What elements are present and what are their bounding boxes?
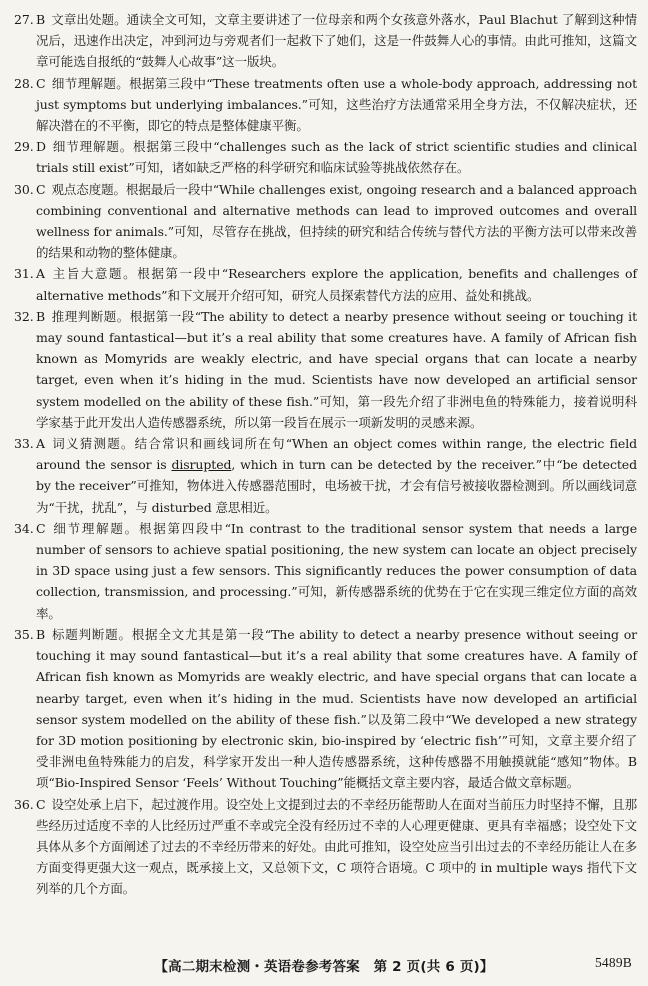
- explanation: 标题判断题。根据全文尤其是第一段“The ability to detect a nearby presence without seeing or touching it may sound fantastical—but it’s a real ability that some creatures have. A family of African fish known as Momyrids are weakly electric, and have special organs that can locate a nearby target, even when it’s hiding in the mud. Scientists have now developed an artificial sensor system modelled on the ability of these fish.”以及第二段中“We developed a new strategy for 3D motion positioning by electronic skin, bio-inspired by ‘electric fish’”可知，文章主要介绍了受非洲电鱼特殊能力的启发，科学家开发出一种人造传感器系统，这种传感器不用触摸就能“感知”物体。B 项“Bio-Inspired Sensor ‘Feels’ Without Touching”能概括文章主要内容，最适合做文章标题。: [36, 626, 637, 791]
- explanation: 细节理解题。根据第三段中“challenges such as the lack of strict scientific studies and clinical trials still exist”可知，诸如缺乏严格的科学研究和临床试验等挑战依然存在。: [36, 139, 637, 176]
- answer-item-31: [16, 263, 637, 305]
- answer-letter: B: [36, 308, 46, 324]
- explanation: 设空处承上启下，起过渡作用。设空处上文提到过去的不幸经历能帮助人在面对当前压力时坚持不懈，且那些经历过适度不幸的人比经历过严重不幸或完全没有经历过不幸的人心理更健康、更具有幸福感；设空处下文具体从多个方面阐述了过去的不幸经历带来的好处。由此可推知，设空处应当引出过去的不幸经历能让人在多方面变得更强大这一观点，既承接上文，又总领下文，C 项符合语境。C 项中的 in multiple ways 指代下文列举的几个方面。: [36, 796, 637, 897]
- answer-item-29: [16, 136, 637, 178]
- question-number: 28.: [14, 75, 34, 91]
- answer-letter: B: [36, 626, 46, 642]
- paper-code: 5489B: [594, 955, 632, 970]
- footer-title: 【高二期末检测・英语卷参考答案 第 2 页(共 6 页)】: [154, 959, 494, 975]
- question-number: 29.: [14, 139, 34, 155]
- explanation: 推理判断题。根据第一段“The ability to detect a nearby presence without seeing or touching it may sound fantastical—but it’s a real ability that some creatures have. A family of African fish known as Momyrids are weakly electric, and have special organs that can locate a nearby target, even when it’s hiding in the mud. Scientists have now developed an artificial sensor system modelled on the ability of these fish.”可知，第一段先介绍了非洲电鱼的特殊能力，接着说明科学家基于此开发出人造传感器系统，所以第一段旨在展示一项新发明的灵感来源。: [36, 308, 637, 430]
- question-number: 35.: [14, 626, 34, 642]
- question-number: 32.: [14, 308, 34, 324]
- explanation: 细节理解题。根据第三段中“These treatments often use a whole-body approach, addressing not just symptoms but underlying imbalances.”可知，这些治疗方法通常采用全身方法，不仅解决症状，还解决潜在的不平衡，即它的特点是整体健康平衡。: [36, 75, 637, 134]
- answer-item-36: [16, 794, 637, 900]
- explanation: 细节理解题。根据第四段中“In contrast to the traditional sensor system that needs a large number of sensors to achieve spatial positioning, the new system can locate an object precisely in 3D space using just a few sensors. This significantly reduces the power consumption of data collection, transmission, and processing.”可知，新传感器系统的优势在于它在实现三维定位方面的高效率。: [36, 520, 637, 621]
- answer-letter: C: [36, 75, 46, 91]
- answer-letter: B: [36, 12, 46, 27]
- question-number: 33.: [14, 436, 34, 452]
- answer-letter: A: [36, 266, 45, 282]
- answer-letter: C: [36, 181, 46, 197]
- answer-item-28: [16, 73, 637, 137]
- explanation: , which in turn can be detected by the receiver.”中“be detected by the receiver”可推知，物体进入传感器范围时，电场被干扰，才会有信号被接收器检测到。所以画线词意为“干扰，扰乱”，与 disturbed 意思相近。: [36, 457, 637, 515]
- explanation: 观点态度题。根据最后一段中“While challenges exist, ongoing research and a balanced approach combining conventional and alternative methods can lead to improved outcomes and overall wellness for animals.”可知，尽管存在挑战，但持续的研究和结合传统与替代方法的平衡方法可以带来改善的结果和动物的整体健康。: [36, 181, 637, 261]
- explanation: 主旨大意题。根据第一段中“Researchers explore the application, benefits and challenges of alternative methods”和下文展开介绍可知，研究人员探索替代方法的应用、益处和挑战。: [36, 266, 637, 303]
- answer-item-27: [16, 9, 637, 73]
- question-number: 34.: [14, 520, 34, 536]
- explanation-lead: 词义猜测题。结合常识和画线词所在句“When an object comes within range, the electric field around the sensor is: [36, 436, 637, 473]
- answer-item-34: [16, 518, 637, 624]
- answer-item-33: [16, 433, 637, 518]
- answer-key-body: [16, 9, 637, 900]
- underlined-word: disrupted: [171, 457, 232, 473]
- answer-letter: D: [36, 139, 46, 155]
- answer-letter: A: [36, 436, 45, 452]
- answer-item-35: [16, 624, 637, 794]
- answer-item-30: [16, 179, 637, 264]
- answer-item-32: [16, 306, 637, 433]
- answer-letter: C: [36, 520, 46, 536]
- question-number: 27.: [14, 12, 34, 27]
- question-number: 30.: [14, 181, 34, 197]
- explanation: 文章出处题。通读全文可知，文章主要讲述了一位母亲和两个女孩意外落水，Paul Blachut 了解到这种情况后，迅速作出决定，冲到河边与旁观者们一起救下了她们，这是一件鼓舞人心的事情。由此可推知，这篇文章可能选自报纸的“鼓舞人心故事”这一版块。: [36, 12, 637, 70]
- question-number: 31.: [14, 266, 34, 282]
- page-footer: [0, 955, 648, 977]
- answer-letter: C: [36, 796, 46, 812]
- question-number: 36.: [14, 796, 34, 812]
